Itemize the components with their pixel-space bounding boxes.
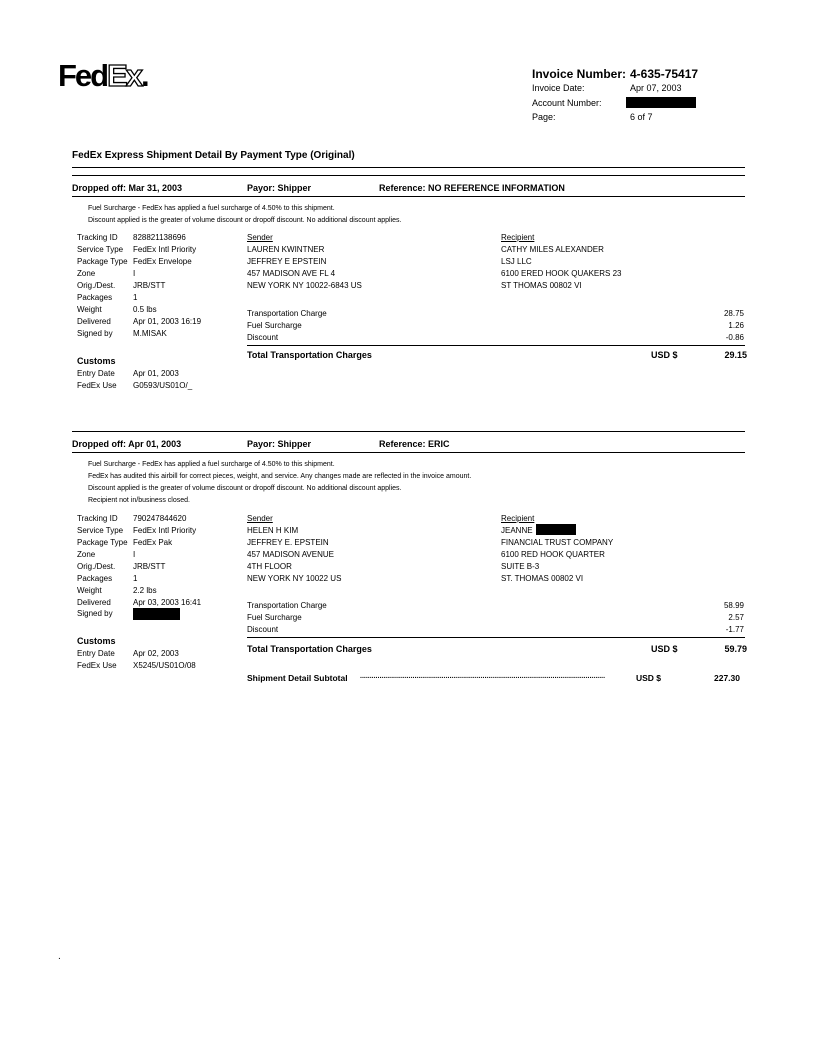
recipient-line: ST THOMAS 00802 VI <box>501 281 582 290</box>
recipient-name-redaction <box>536 524 576 535</box>
sender-line: NEW YORK NY 10022 US <box>247 574 342 583</box>
shipment1-header-divider <box>72 196 745 197</box>
subtotal-label: Shipment Detail Subtotal <box>247 673 348 683</box>
recipient-line: JEANNE <box>501 526 533 535</box>
total-amount: 29.15 <box>724 350 747 360</box>
page-number: 6 of 7 <box>630 112 653 122</box>
sender-line: 4TH FLOOR <box>247 562 292 571</box>
sender-line: LAUREN KWINTNER <box>247 245 325 254</box>
shipment2-note: Recipient not in/business closed. <box>88 497 190 504</box>
sender-heading: Sender <box>247 514 273 523</box>
charge-label: Discount <box>247 625 279 634</box>
tracking-id: 828821138696 <box>133 233 186 242</box>
package-type: FedEx Pak <box>133 538 173 547</box>
subtotal-leader-dots: .............................................................................................................................. <box>360 673 606 680</box>
shipment1-top-divider <box>72 175 745 176</box>
service-type: FedEx Intl Priority <box>133 526 197 535</box>
sender-line: JEFFREY E EPSTEIN <box>247 257 327 266</box>
shipment2-payor: Payor: Shipper <box>247 439 312 449</box>
invoice-date-label: Invoice Date: <box>532 83 585 93</box>
detail-label: Signed by <box>77 329 113 338</box>
subtotal-amount: 227.30 <box>714 673 740 683</box>
title-divider <box>72 167 745 168</box>
detail-label: Service Type <box>77 526 124 535</box>
invoice-date: Apr 07, 2003 <box>630 83 682 93</box>
shipment1-note: Fuel Surcharge - FedEx has applied a fuel surcharge of 4.50% to this shipment. <box>88 205 335 212</box>
signed-by-redaction <box>133 608 180 620</box>
recipient-line: SUITE B-3 <box>501 562 540 571</box>
shipment2-reference: Reference: ERIC <box>379 439 450 449</box>
shipment1-payor: Payor: Shipper <box>247 183 312 193</box>
shipment1-dropped-off: Dropped off: Mar 31, 2003 <box>72 183 183 193</box>
detail-label: FedEx Use <box>77 661 117 670</box>
tracking-id: 790247844620 <box>133 514 187 523</box>
charge-amount: 1.26 <box>728 321 744 330</box>
zone: I <box>133 269 136 278</box>
shipment2-dropped-off: Dropped off: Apr 01, 2003 <box>72 439 182 449</box>
recipient-heading: Recipient <box>501 233 535 242</box>
detail-label: Packages <box>77 293 113 302</box>
charge-label: Transportation Charge <box>247 601 327 610</box>
weight: 2.2 lbs <box>133 586 157 595</box>
service-type: FedEx Intl Priority <box>133 245 197 254</box>
account-number-redaction <box>626 97 696 108</box>
delivered: Apr 01, 2003 16:19 <box>133 317 202 326</box>
detail-label: Signed by <box>77 609 113 618</box>
customs-entry-date: Apr 02, 2003 <box>133 649 179 658</box>
charge-label: Fuel Surcharge <box>247 613 302 622</box>
detail-label: Packages <box>77 574 113 583</box>
customs-fedex-use: G0593/US01O/_ <box>133 381 193 390</box>
detail-label: Entry Date <box>77 649 115 658</box>
charges-divider <box>247 345 745 346</box>
recipient-line: ST. THOMAS 00802 VI <box>501 574 584 583</box>
sender-line: HELEN H KIM <box>247 526 299 535</box>
charge-amount: 58.99 <box>723 601 744 610</box>
sender-line: JEFFREY E. EPSTEIN <box>247 538 329 547</box>
detail-label: Tracking ID <box>77 233 118 242</box>
zone: I <box>133 550 136 559</box>
logo-ex-text: Ex <box>107 58 142 93</box>
shipment2-note: Discount applied is the greater of volume discount or dropoff discount. No additional discount applies. <box>88 485 402 492</box>
total-currency: USD $ <box>651 350 678 360</box>
charge-amount: 28.75 <box>723 309 744 318</box>
charge-amount: 2.57 <box>728 613 744 622</box>
charge-label: Fuel Surcharge <box>247 321 302 330</box>
total-currency: USD $ <box>651 644 678 654</box>
detail-label: Service Type <box>77 245 124 254</box>
sender-line: 457 MADISON AVE FL 4 <box>247 269 336 278</box>
weight: 0.5 lbs <box>133 305 157 314</box>
orig-dest: JRB/STT <box>133 562 166 571</box>
packages: 1 <box>133 574 138 583</box>
recipient-line: LSJ LLC <box>501 257 532 266</box>
detail-label: Entry Date <box>77 369 115 378</box>
fedex-logo <box>58 60 148 91</box>
account-number-label: Account Number: <box>532 98 602 108</box>
total-amount: 59.79 <box>724 644 747 654</box>
sender-heading: Sender <box>247 233 273 242</box>
delivered: Apr 03, 2003 16:41 <box>133 598 202 607</box>
sender-line: 457 MADISON AVENUE <box>247 550 334 559</box>
detail-label: Zone <box>77 269 96 278</box>
logo-fed-text: Fed <box>58 58 108 93</box>
shipment1-note: Discount applied is the greater of volume discount or dropoff discount. No additional discount applies. <box>88 217 402 224</box>
customs-entry-date: Apr 01, 2003 <box>133 369 179 378</box>
page-title: FedEx Express Shipment Detail By Payment Type (Original) <box>72 150 355 161</box>
recipient-line: 6100 RED HOOK QUARTER <box>501 550 605 559</box>
detail-label: FedEx Use <box>77 381 117 390</box>
invoice-number: 4-635-75417 <box>630 67 699 81</box>
charge-label: Discount <box>247 333 279 342</box>
charge-label: Transportation Charge <box>247 309 327 318</box>
recipient-heading: Recipient <box>501 514 535 523</box>
orig-dest: JRB/STT <box>133 281 166 290</box>
logo-dot: . <box>141 58 148 93</box>
detail-label: Delivered <box>77 598 111 607</box>
invoice-number-label: Invoice Number: <box>532 67 627 81</box>
packages: 1 <box>133 293 138 302</box>
recipient-line: CATHY MILES ALEXANDER <box>501 245 604 254</box>
detail-label: Weight <box>77 305 102 314</box>
shipment2-note: Fuel Surcharge - FedEx has applied a fuel surcharge of 4.50% to this shipment. <box>88 461 335 468</box>
shipment2-header-divider <box>72 452 745 453</box>
sender-line: NEW YORK NY 10022-6843 US <box>247 281 362 290</box>
shipment1-reference: Reference: NO REFERENCE INFORMATION <box>379 183 565 193</box>
total-label: Total Transportation Charges <box>247 644 372 654</box>
detail-label: Weight <box>77 586 102 595</box>
detail-label: Package Type <box>77 538 128 547</box>
detail-label: Delivered <box>77 317 111 326</box>
recipient-line: FINANCIAL TRUST COMPANY <box>501 538 614 547</box>
customs-heading: Customs <box>77 356 116 366</box>
package-type: FedEx Envelope <box>133 257 192 266</box>
total-label: Total Transportation Charges <box>247 350 372 360</box>
detail-label: Zone <box>77 550 96 559</box>
customs-fedex-use: X5245/US01O/08 <box>133 661 196 670</box>
page-label: Page: <box>532 112 556 122</box>
charge-amount: -0.86 <box>725 333 744 342</box>
charge-amount: -1.77 <box>725 625 744 634</box>
detail-label: Orig./Dest. <box>77 562 116 571</box>
recipient-line: 6100 ERED HOOK QUAKERS 23 <box>501 269 622 278</box>
detail-label: Package Type <box>77 257 128 266</box>
detail-label: Orig./Dest. <box>77 281 116 290</box>
shipment2-note: FedEx has audited this airbill for correct pieces, weight, and service. Any changes made are reflected in the invoice amount. <box>88 473 472 480</box>
subtotal-currency: USD $ <box>636 673 662 683</box>
shipment2-top-divider <box>72 431 745 432</box>
customs-heading: Customs <box>77 636 116 646</box>
footer-mark: . <box>58 951 61 962</box>
signed-by: M.MISAK <box>133 329 167 338</box>
detail-label: Tracking ID <box>77 514 118 523</box>
charges-divider <box>247 637 745 638</box>
